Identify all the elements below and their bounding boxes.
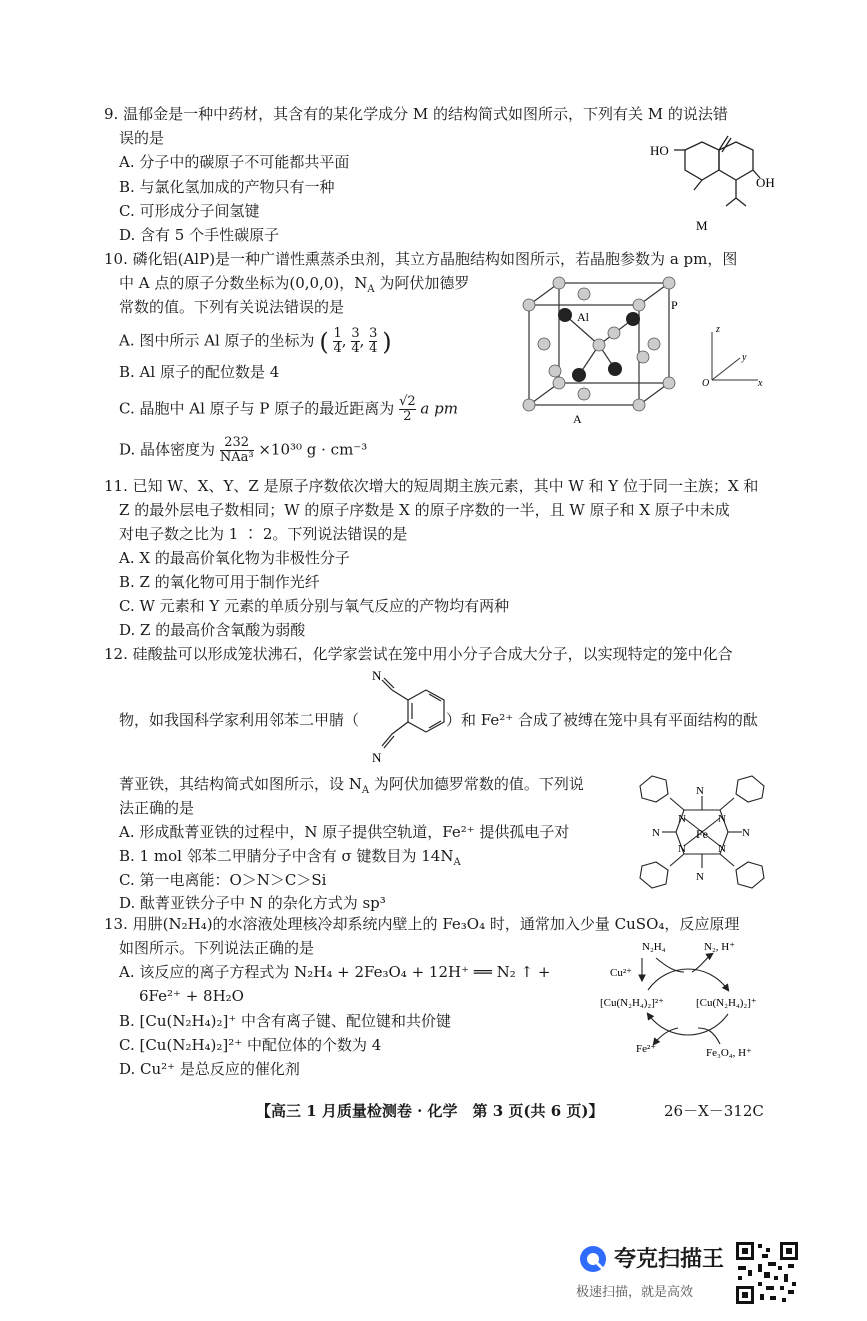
q13-fe3o4-label: Fe₃O₄, H⁺	[706, 1047, 752, 1059]
q13-fe2-label: Fe²⁺	[636, 1043, 657, 1055]
q12-n-label-4: N	[742, 827, 750, 839]
q12-option-b: B. 1 mol 邻苯二甲腈分子中含有 σ 键数目为 $14N_A$	[119, 847, 461, 868]
q12-n-label-5: N	[678, 813, 686, 825]
q12-iron-phthalocyanine-structure	[632, 766, 772, 898]
q12-option-a: A. 形成酞菁亚铁的过程中，N 原子提供空轨道，Fe²⁺ 提供孤电子对	[119, 823, 570, 841]
q11-option-c: C. W 元素和 Y 元素的单质分别与氧气反应的产物均有两种	[119, 597, 510, 615]
q13-stem-line1: 13. 用肼(N₂H₄)的水溶液处理核冷却系统内壁上的 Fe₃O₄ 时，通常加入少量 CuSO₄，反应原理	[104, 915, 740, 933]
footer-code: 26－X－312C	[664, 1102, 764, 1120]
q12-n-label-3: N	[652, 827, 660, 839]
q9-option-d: D. 含有 5 个手性碳原子	[119, 226, 280, 244]
q9-option-b: B. 与氯化氢加成的产物只有一种	[119, 178, 335, 196]
q10-stem-line3: 常数的值。下列有关说法错误的是	[119, 298, 345, 316]
q10-axis-z: z	[716, 324, 720, 335]
qr-code-icon	[734, 1240, 800, 1306]
q10-a-label: A	[573, 412, 582, 425]
q9-option-c: C. 可形成分子间氢键	[119, 202, 260, 220]
q9-molecule-structure	[640, 128, 780, 236]
q13-stem-line2: 如图所示。下列说法正确的是	[119, 939, 315, 957]
q10-axis-y: y	[742, 352, 747, 363]
footer-title: 【高三 1 月质量检测卷 · 化学 第 3 页(共 6 页)】	[256, 1102, 604, 1120]
q10-option-b: B. Al 原子的配位数是 4	[119, 363, 280, 381]
q12-n-bottom: N	[372, 750, 382, 765]
q10-p-label: P	[671, 298, 678, 312]
q10-axes	[700, 318, 770, 388]
q12-fe-label: Fe	[696, 827, 708, 841]
q13-option-b: B. [Cu(N₂H₄)₂]⁺ 中含有离子键、配位键和共价键	[119, 1012, 452, 1030]
q9-stem-line1: 9. 温郁金是一种中药材，其含有的某化学成分 M 的结构简式如图所示，下列有关 M 的说法错	[104, 105, 728, 123]
quark-logo-icon	[578, 1244, 608, 1274]
q13-n2h4-label: N₂H₄	[642, 941, 666, 953]
q10-axis-x: x	[758, 378, 763, 388]
q9-oh-label: OH	[756, 175, 775, 190]
brand-slogan: 极速扫描，就是高效	[576, 1285, 694, 1300]
q11-stem-line1: 11. 已知 W、X、Y、Z 是原子序数依次增大的短周期主族元素，其中 W 和 Y 位于同一主族；X 和	[104, 477, 759, 495]
brand-name: 夸克扫描王	[614, 1247, 725, 1272]
q13-option-a-line2: 6Fe²⁺ + 8H₂O	[139, 987, 244, 1005]
q13-complex2-label: [Cu(N₂H₄)₂]²⁺	[600, 997, 664, 1009]
q13-reaction-cycle	[598, 932, 768, 1060]
q13-complex1-label: [Cu(N₂H₄)₂]⁺	[696, 997, 757, 1009]
q9-m-label: M	[696, 218, 708, 233]
q9-ho-label: HO	[650, 143, 669, 158]
q13-option-d: D. Cu²⁺ 是总反应的催化剂	[119, 1060, 300, 1078]
q12-n-label-6: N	[718, 813, 726, 825]
q13-option-a-line1: A. 该反应的离子方程式为 N₂H₄ + 2Fe₃O₄ + 12H⁺ ══ N₂ ↑ +	[119, 963, 551, 981]
q11-option-d: D. Z 的最高价含氧酸为弱酸	[119, 621, 306, 639]
q11-stem-line2: Z 的最外层电子数相同；W 的原子序数是 X 的原子序数的一半，且 W 原子和 X 原子中未成	[119, 501, 730, 519]
q12-stem-line3: 菁亚铁，其结构简式如图所示，设 $N_A$ 为阿伏加德罗常数的值。下列说	[119, 775, 584, 796]
q13-cu2-label: Cu²⁺	[610, 967, 632, 979]
q12-n-label-2: N	[696, 871, 704, 883]
q9-option-a: A. 分子中的碳原子不可能都共平面	[119, 153, 350, 171]
q10-al-label: Al	[577, 310, 589, 324]
q12-n-label-7: N	[678, 843, 686, 855]
q10-stem-line2: 中 A 点的原子分数坐标为(0,0,0)，$N_A$ 为阿伏加德罗	[119, 274, 470, 295]
q12-option-c: C. 第一电离能：O＞N＞C＞Si	[119, 871, 327, 889]
q12-stem-line2b: ）和 Fe²⁺ 合成了被缚在笼中具有平面结构的酞	[446, 711, 758, 729]
q13-option-c: C. [Cu(N₂H₄)₂]²⁺ 中配位体的个数为 4	[119, 1036, 382, 1054]
q12-n-label-8: N	[718, 843, 726, 855]
q11-option-b: B. Z 的氧化物可用于制作光纤	[119, 573, 320, 591]
q12-option-d: D. 酞菁亚铁分子中 N 的杂化方式为 sp³	[119, 894, 386, 912]
q10-option-c: C. 晶胞中 Al 原子与 P 原子的最近距离为 $\frac{√2}{2}$ a pm	[119, 394, 458, 424]
q10-stem-line1: 10. 磷化铝(AlP)是一种广谱性熏蒸杀虫剂，其立方晶胞结构如图所示，若晶胞参数为 a pm，图	[104, 250, 738, 268]
q9-stem-line2: 误的是	[119, 129, 165, 147]
q12-stem-line1: 12. 硅酸盐可以形成笼状沸石，化学家尝试在笼中用小分子合成大分子，以实现特定的笼中化合	[104, 645, 733, 663]
q10-axis-o: O	[702, 378, 710, 388]
q10-crystal-cell	[515, 275, 690, 425]
q10-option-d: D. 晶体密度为 232 NAa³ ×10³⁰ g · cm⁻³	[119, 435, 368, 465]
q11-option-a: A. X 的最高价氧化物为非极性分子	[119, 549, 350, 567]
q12-n-top: N	[372, 668, 382, 683]
q12-phthalonitrile-structure	[366, 668, 446, 766]
q13-n2-h-label: N₂, H⁺	[704, 941, 736, 953]
q11-stem-line3: 对电子数之比为 1 ∶ 2。下列说法错误的是	[119, 525, 408, 543]
q12-n-label-1: N	[696, 785, 704, 797]
q10-option-a: A. 图中所示 Al 原子的坐标为 ( $\frac{1}{4}$ , $\frac{3}{4}$ , $\frac{3}{4}$ )	[119, 326, 392, 356]
q12-stem-line2a: 物，如我国科学家利用邻苯二甲腈（	[119, 711, 360, 729]
q12-stem-line4: 法正确的是	[119, 799, 195, 817]
